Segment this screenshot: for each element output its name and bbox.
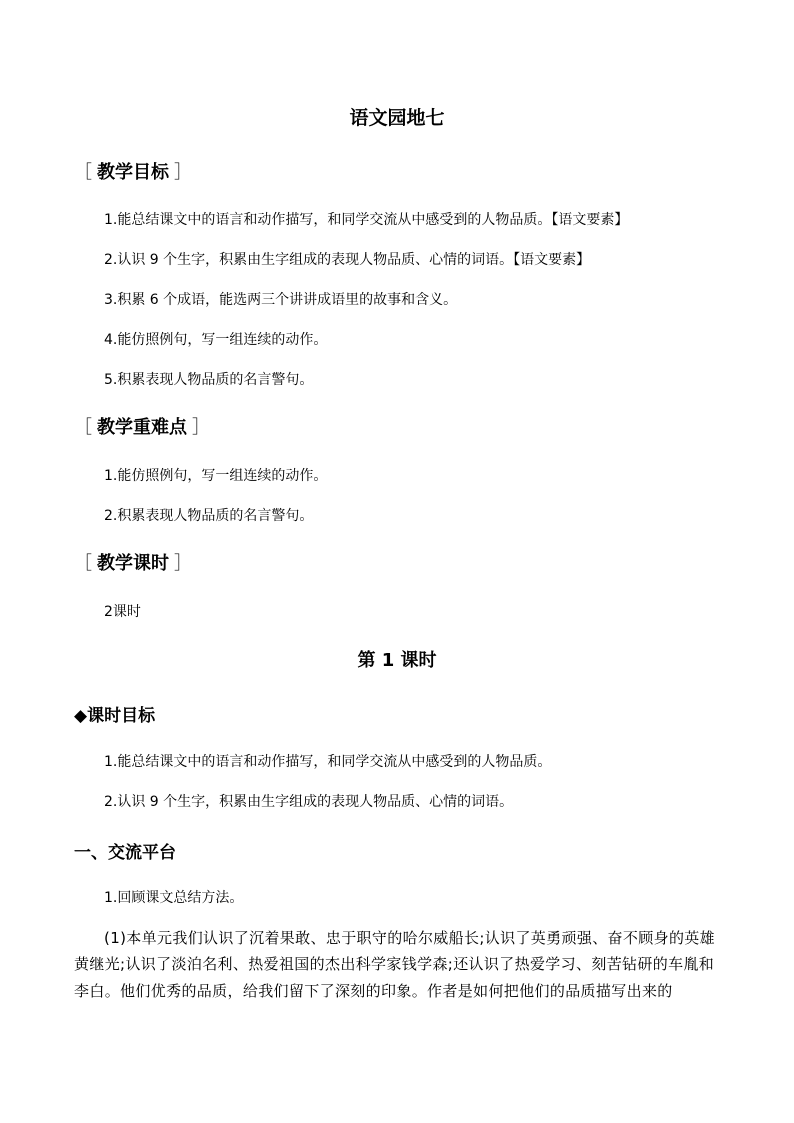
periods-text: 2课时 — [104, 604, 141, 620]
bracket-open: ［ — [74, 162, 92, 183]
goal-item-4: 4.能仿照例句，写一组连续的动作。 — [104, 332, 328, 348]
bracket-close: ］ — [192, 417, 210, 438]
bracket-open: ［ — [74, 553, 92, 574]
goal-item-2: 2.认识 9 个生字，积累由生字组成的表现人物品质、心情的词语。【语文要素】 — [104, 252, 591, 268]
bracket-close: ］ — [174, 553, 192, 574]
section-teaching-goals — [74, 160, 192, 186]
section-teaching-periods — [74, 551, 192, 577]
section-label: 教学课时 — [97, 553, 169, 574]
lesson-title: 第 1 课时 — [357, 650, 437, 671]
key-point-item-1: 1.能仿照例句，写一组连续的动作。 — [104, 468, 328, 484]
document-title: 语文园地七 — [349, 107, 445, 129]
goal-item-3: 3.积累 6 个成语，能选两三个讲讲成语里的故事和含义。 — [104, 292, 458, 308]
goal-item-1: 1.能总结课文中的语言和动作描写，和同学交流从中感受到的人物品质。【语文要素】 — [104, 212, 629, 228]
part1-heading: 一、交流平台 — [74, 843, 176, 863]
part1-paragraph: (1)本单元我们认识了沉着果敢、忠于职守的哈尔威船长;认识了英勇顽强、奋不顾身的英雄黄继光;认识了淡泊名利、热爱祖国的杰出科学家钱学森;还认识了热爱学习、刻苦钻研的车胤和李白。他们优秀的品质，给我们留下了深刻的印象。作者是如何把他们的品质描写出来的 — [74, 929, 716, 1000]
section-label: 教学目标 — [97, 162, 169, 183]
section-label: 教学重难点 — [97, 417, 187, 438]
goal-item-5: 5.积累表现人物品质的名言警句。 — [104, 372, 314, 388]
bracket-open: ［ — [74, 417, 92, 438]
lesson-goals-heading: ◆课时目标 — [74, 706, 156, 726]
section-key-points — [74, 415, 210, 441]
part1-item: 1.回顾课文总结方法。 — [104, 890, 244, 906]
lesson-goal-item-1: 1.能总结课文中的语言和动作描写，和同学交流从中感受到的人物品质。 — [104, 754, 552, 770]
key-point-item-2: 2.积累表现人物品质的名言警句。 — [104, 508, 314, 524]
lesson-goal-item-2: 2.认识 9 个生字，积累由生字组成的表现人物品质、心情的词语。 — [104, 794, 514, 810]
bracket-close: ］ — [174, 162, 192, 183]
